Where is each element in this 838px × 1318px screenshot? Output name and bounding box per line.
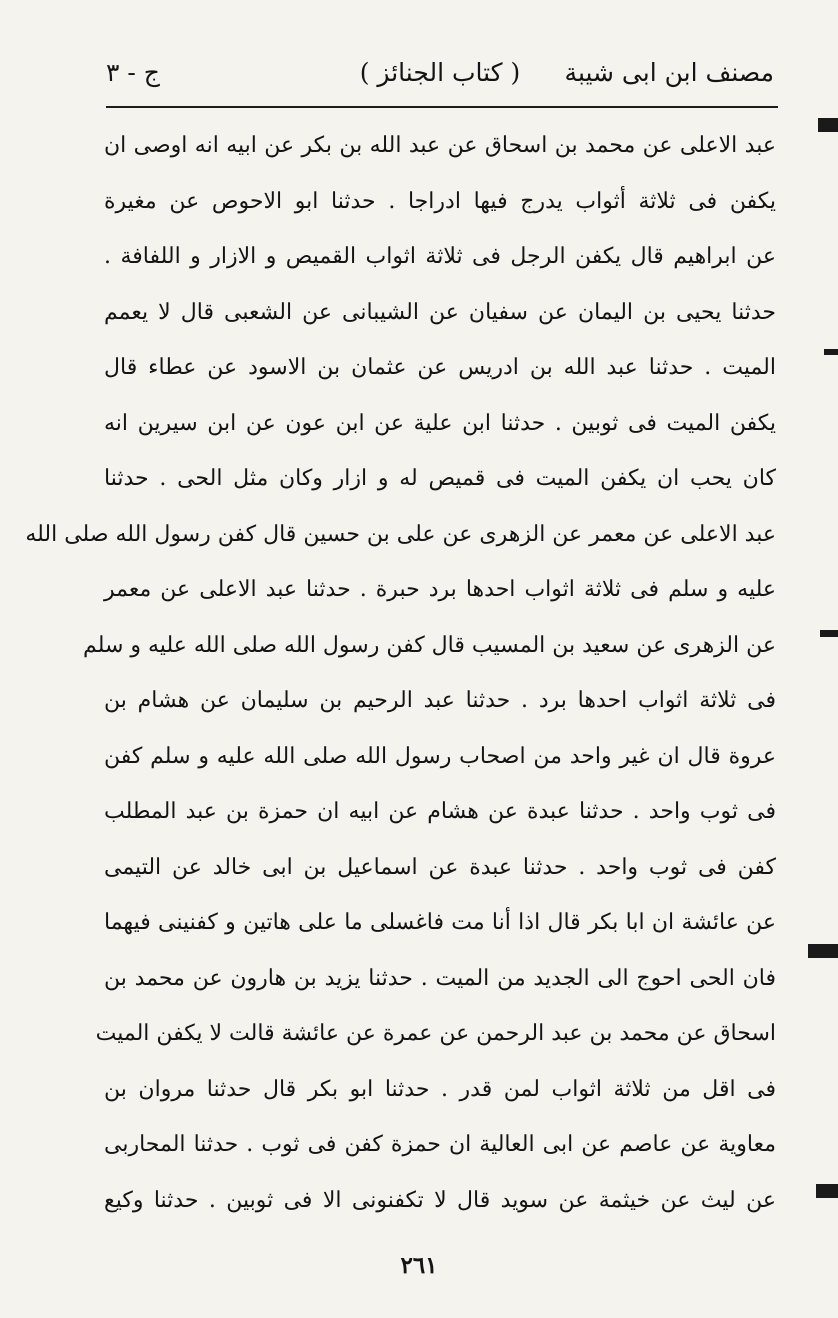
page-number: ٢٦١ xyxy=(400,1252,438,1279)
book-title: مصنف ابن ابى شيبة xyxy=(564,58,774,87)
text-line: اسحاق عن محمد بن عبد الرحمن عن عمرة عن عائشة قالت لا يكفن الميت xyxy=(95,1021,776,1046)
body-text xyxy=(25,118,776,1228)
text-line: عبد الاعلى عن معمر عن الزهرى عن على بن حسين قال كفن رسول الله صلى الله xyxy=(25,521,776,547)
header-rule xyxy=(106,106,778,108)
text-line: يكفن الميت فى ثوبين . حدثنا ابن علية عن ابن عون عن ابن سيرين انه xyxy=(104,410,776,436)
scan-edge-mark xyxy=(818,118,838,132)
text-line: الميت . حدثنا عبد الله بن ادريس عن عثمان بن الاسود عن عطاء قال xyxy=(104,355,776,380)
scan-edge-mark xyxy=(808,944,838,958)
text-line: فى ثوب واحد . حدثنا عبدة عن هشام عن ابيه ان حمزة بن عبد المطلب xyxy=(104,799,776,824)
text-line: عن الزهرى عن سعيد بن المسيب قال كفن رسول الله صلى الله عليه و سلم xyxy=(83,632,776,658)
text-line: عن عائشة ان ابا بكر قال اذا أنا مت فاغسلى ما على هاتين و كفنينى فيهما xyxy=(104,910,776,935)
text-line: عبد الاعلى عن محمد بن اسحاق عن عبد الله بن بكر عن ابيه انه اوصى ان xyxy=(104,133,776,158)
text-line: فى اقل من ثلاثة اثواب لمن قدر . حدثنا ابو بكر قال حدثنا مروان بن xyxy=(104,1076,776,1102)
text-line: حدثنا يحيى بن اليمان عن سفيان عن الشيبانى عن الشعبى قال لا يعمم xyxy=(104,299,776,325)
text-line: كان يحب ان يكفن الميت فى قميص له و ازار وكان مثل الحى . حدثنا xyxy=(104,466,776,491)
scan-edge-mark xyxy=(824,349,838,355)
text-line: عن ليث عن خيثمة عن سويد قال لا تكفنونى الا فى ثوبين . حدثنا وكيع xyxy=(104,1187,776,1213)
text-line: فان الحى احوج الى الجديد من الميت . حدثنا يزيد بن هارون عن محمد بن xyxy=(104,965,776,991)
text-line: عروة قال ان غير واحد من اصحاب رسول الله صلى الله عليه و سلم كفن xyxy=(104,743,776,769)
text-line: يكفن فى ثلاثة أثواب يدرج فيها ادراجا . حدثنا ابو الاحوص عن مغيرة xyxy=(104,188,776,214)
running-header xyxy=(106,58,774,98)
scan-edge-mark xyxy=(820,630,838,637)
scan-edge-mark xyxy=(816,1184,838,1198)
text-line: معاوية عن عاصم عن ابى العالية ان حمزة كفن فى ثوب . حدثنا المحاربى xyxy=(104,1132,776,1157)
chapter-title: ( كتاب الجنائز ) xyxy=(359,58,521,87)
text-line: عن ابراهيم قال يكفن الرجل فى ثلاثة اثواب القميص و الازار و اللفافة . xyxy=(104,244,776,269)
volume-number: ج - ٣ xyxy=(106,58,160,87)
text-line: كفن فى ثوب واحد . حدثنا عبدة عن اسماعيل بن ابى خالد عن التيمى xyxy=(104,854,776,880)
text-line: فى ثلاثة اثواب احدها برد . حدثنا عبد الرحيم بن سليمان عن هشام بن xyxy=(104,688,776,713)
text-line: عليه و سلم فى ثلاثة اثواب احدها برد حبرة . حدثنا عبد الاعلى عن معمر xyxy=(104,577,776,602)
